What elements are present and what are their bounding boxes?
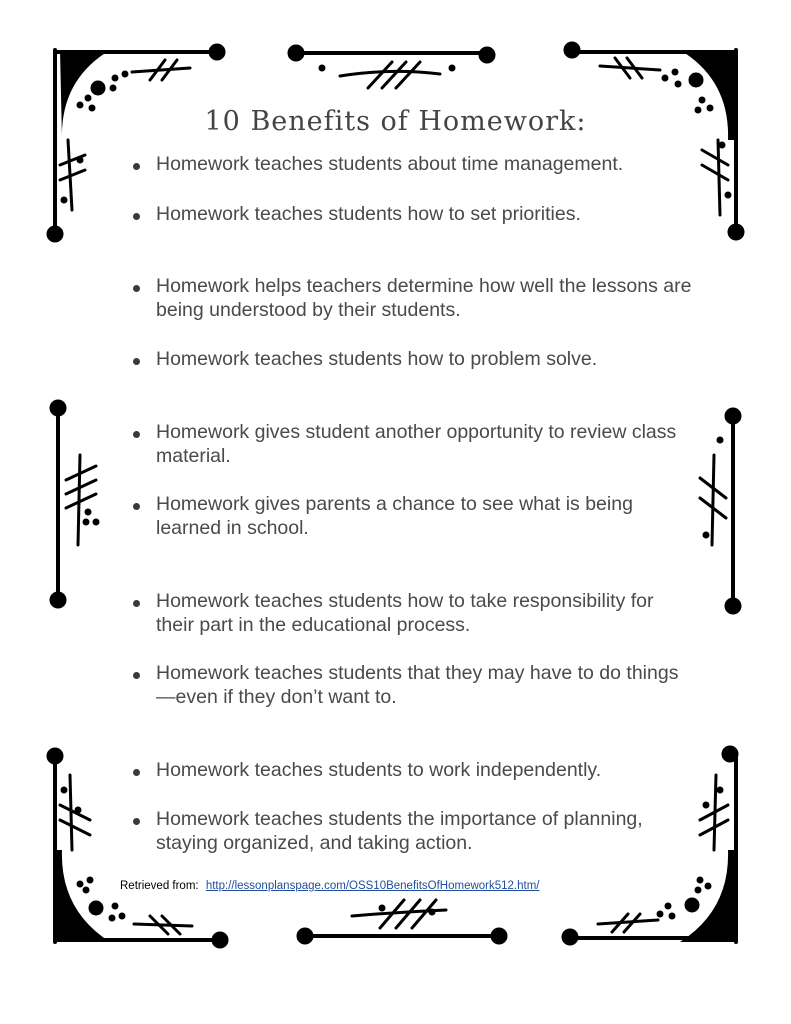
benefit-text: Homework teaches students that they may have to do things—even if they don’t want to. [156, 662, 679, 708]
benefit-text: Homework teaches students the importance of planning, staying organized, and taking action. [156, 808, 643, 854]
source-label: Retrieved from: [120, 880, 199, 892]
bullet-dot [133, 358, 140, 365]
source-link[interactable]: http://lessonplanspage.com/OSS10BenefitsOfHomework512.htm/ [205, 880, 540, 892]
benefit-text: Homework gives student another opportunity to review class material. [156, 421, 677, 467]
page-title: 10 Benefits of Homework: [204, 106, 587, 137]
bottom-center-ornament [297, 900, 507, 944]
bullet-dot [133, 431, 140, 438]
bullet-dot [133, 672, 140, 679]
bullet-dot [133, 285, 140, 292]
bullet-dot [133, 213, 140, 220]
benefit-text: Homework teaches students how to set priorities. [156, 203, 581, 225]
benefit-text: Homework teaches students to work independently. [156, 759, 602, 781]
bullet-dot [133, 769, 140, 776]
benefit-text: Homework gives parents a chance to see what is being learned in school. [156, 493, 633, 539]
bullet-dot [133, 818, 140, 825]
benefit-text: Homework teaches students about time management. [156, 153, 624, 175]
bullet-dot [133, 600, 140, 607]
benefit-text: Homework teaches students how to take responsibility for their part in the educational process. [156, 590, 654, 636]
bullet-dot [133, 503, 140, 510]
top-center-ornament [288, 45, 495, 88]
source-citation [120, 880, 540, 892]
right-side-ornament [700, 408, 741, 614]
bullet-dot [133, 163, 140, 170]
benefit-text: Homework teaches students how to problem solve. [156, 348, 598, 370]
benefit-text: Homework helps teachers determine how well the lessons are being understood by their students. [156, 275, 692, 321]
left-side-ornament [50, 400, 99, 608]
